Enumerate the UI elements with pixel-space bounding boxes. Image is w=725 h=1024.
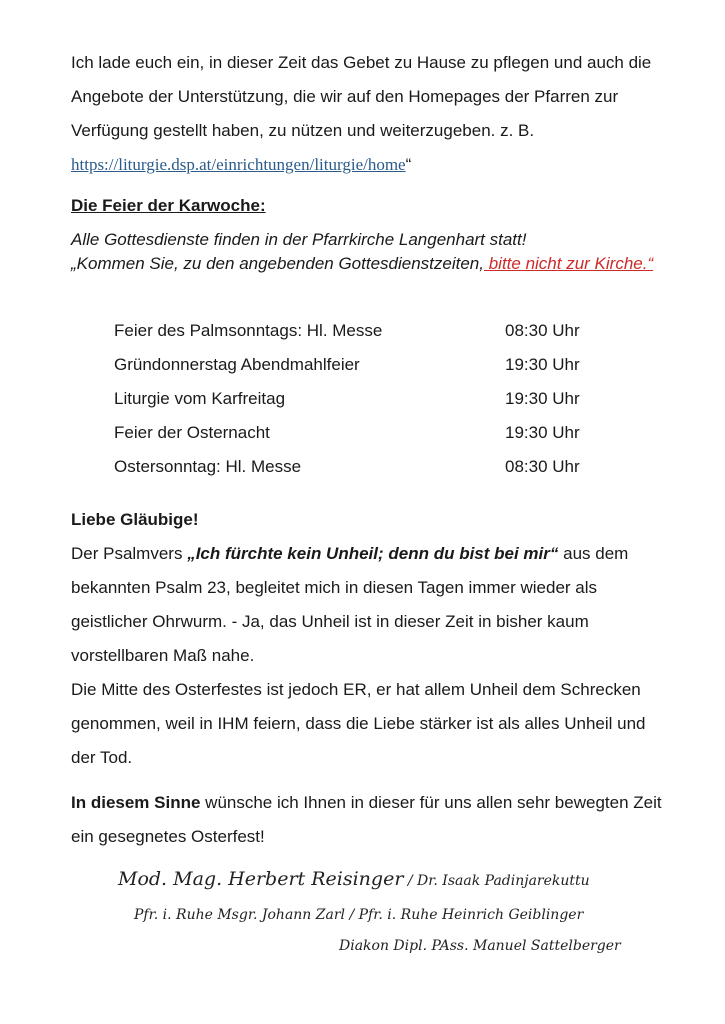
closing-bold: In diesem Sinne bbox=[71, 793, 201, 812]
schedule-time: 19:30 Uhr bbox=[505, 389, 580, 408]
closing-text: wünsche ich Ihnen in dieser für uns allen sehr bewegten Zeit ein gesegnetes Osterfest! bbox=[71, 793, 662, 846]
schedule-time: 08:30 Uhr bbox=[505, 457, 580, 476]
karwoche-notice bbox=[71, 228, 671, 276]
karwoche-line1: Alle Gottesdienste finden in der Pfarrkirche Langenhart statt! bbox=[71, 230, 527, 249]
schedule-event: Feier des Palmsonntags: Hl. Messe bbox=[114, 321, 383, 340]
schedule-row bbox=[114, 450, 634, 484]
letter-body bbox=[71, 537, 671, 775]
schedule-row bbox=[114, 416, 634, 450]
schedule-time: 19:30 Uhr bbox=[505, 423, 580, 442]
service-schedule bbox=[114, 314, 634, 484]
karwoche-line2: „Kommen Sie, zu den angebenden Gottesdienstzeiten, bbox=[71, 254, 484, 273]
signature-main: Mod. Mag. Herbert Reisinger bbox=[118, 868, 404, 890]
greeting-heading: Liebe Gläubige! bbox=[71, 510, 199, 529]
schedule-row bbox=[114, 382, 634, 416]
schedule-time: 19:30 Uhr bbox=[505, 355, 580, 374]
psalm-text: aus dem bekannten Psalm 23, begleitet mich in diesen Tagen immer wieder als geistlicher Ohrwurm. - Ja, das Unheil ist in dieser Zeit in bisher kaum vorstellbaren Maß nahe. bbox=[71, 544, 629, 665]
intro-link-suffix: “ bbox=[405, 155, 412, 174]
signature-line-2: Pfr. i. Ruhe Msgr. Johann Zarl / Pfr. i. Ruhe Heinrich Geiblinger bbox=[134, 907, 584, 923]
schedule-row bbox=[114, 348, 634, 382]
liturgie-link[interactable]: https://liturgie.dsp.at/einrichtungen/liturgie/home bbox=[71, 155, 406, 174]
closing-paragraph bbox=[71, 786, 671, 854]
schedule-row bbox=[114, 314, 634, 348]
easter-text: Die Mitte des Osterfestes ist jedoch ER, er hat allem Unheil dem Schrecken genommen, weil in IHM feiern, dass die Liebe stärker ist als alles Unheil und der Tod. bbox=[71, 680, 646, 767]
schedule-time: 08:30 Uhr bbox=[505, 321, 580, 340]
schedule-event: Feier der Osternacht bbox=[114, 423, 270, 442]
schedule-event: Ostersonntag: Hl. Messe bbox=[114, 457, 302, 476]
intro-paragraph bbox=[71, 46, 671, 182]
signature-separator: / bbox=[403, 873, 418, 889]
signature-line-3: Diakon Dipl. PAss. Manuel Sattelberger bbox=[339, 938, 621, 954]
signature-second: Dr. Isaak Padinjarekuttu bbox=[417, 873, 590, 889]
schedule-event: Gründonnerstag Abendmahlfeier bbox=[114, 355, 360, 374]
signature-line-1 bbox=[118, 868, 590, 890]
psalm-intro: Der Psalmvers bbox=[71, 544, 188, 563]
karwoche-heading: Die Feier der Karwoche: bbox=[71, 196, 266, 215]
schedule-event: Liturgie vom Karfreitag bbox=[114, 389, 286, 408]
intro-text: Ich lade euch ein, in dieser Zeit das Gebet zu Hause zu pflegen und auch die Angebote der Unterstützung, die wir auf den Homepages der Pfarren zur Verfügung gestellt haben, zu nützen und weiterzugeben. z. B. bbox=[71, 53, 652, 140]
psalm-quote: „Ich fürchte kein Unheil; denn du bist bei mir“ bbox=[187, 544, 559, 563]
karwoche-warning: bitte nicht zur Kirche.“ bbox=[484, 254, 654, 273]
